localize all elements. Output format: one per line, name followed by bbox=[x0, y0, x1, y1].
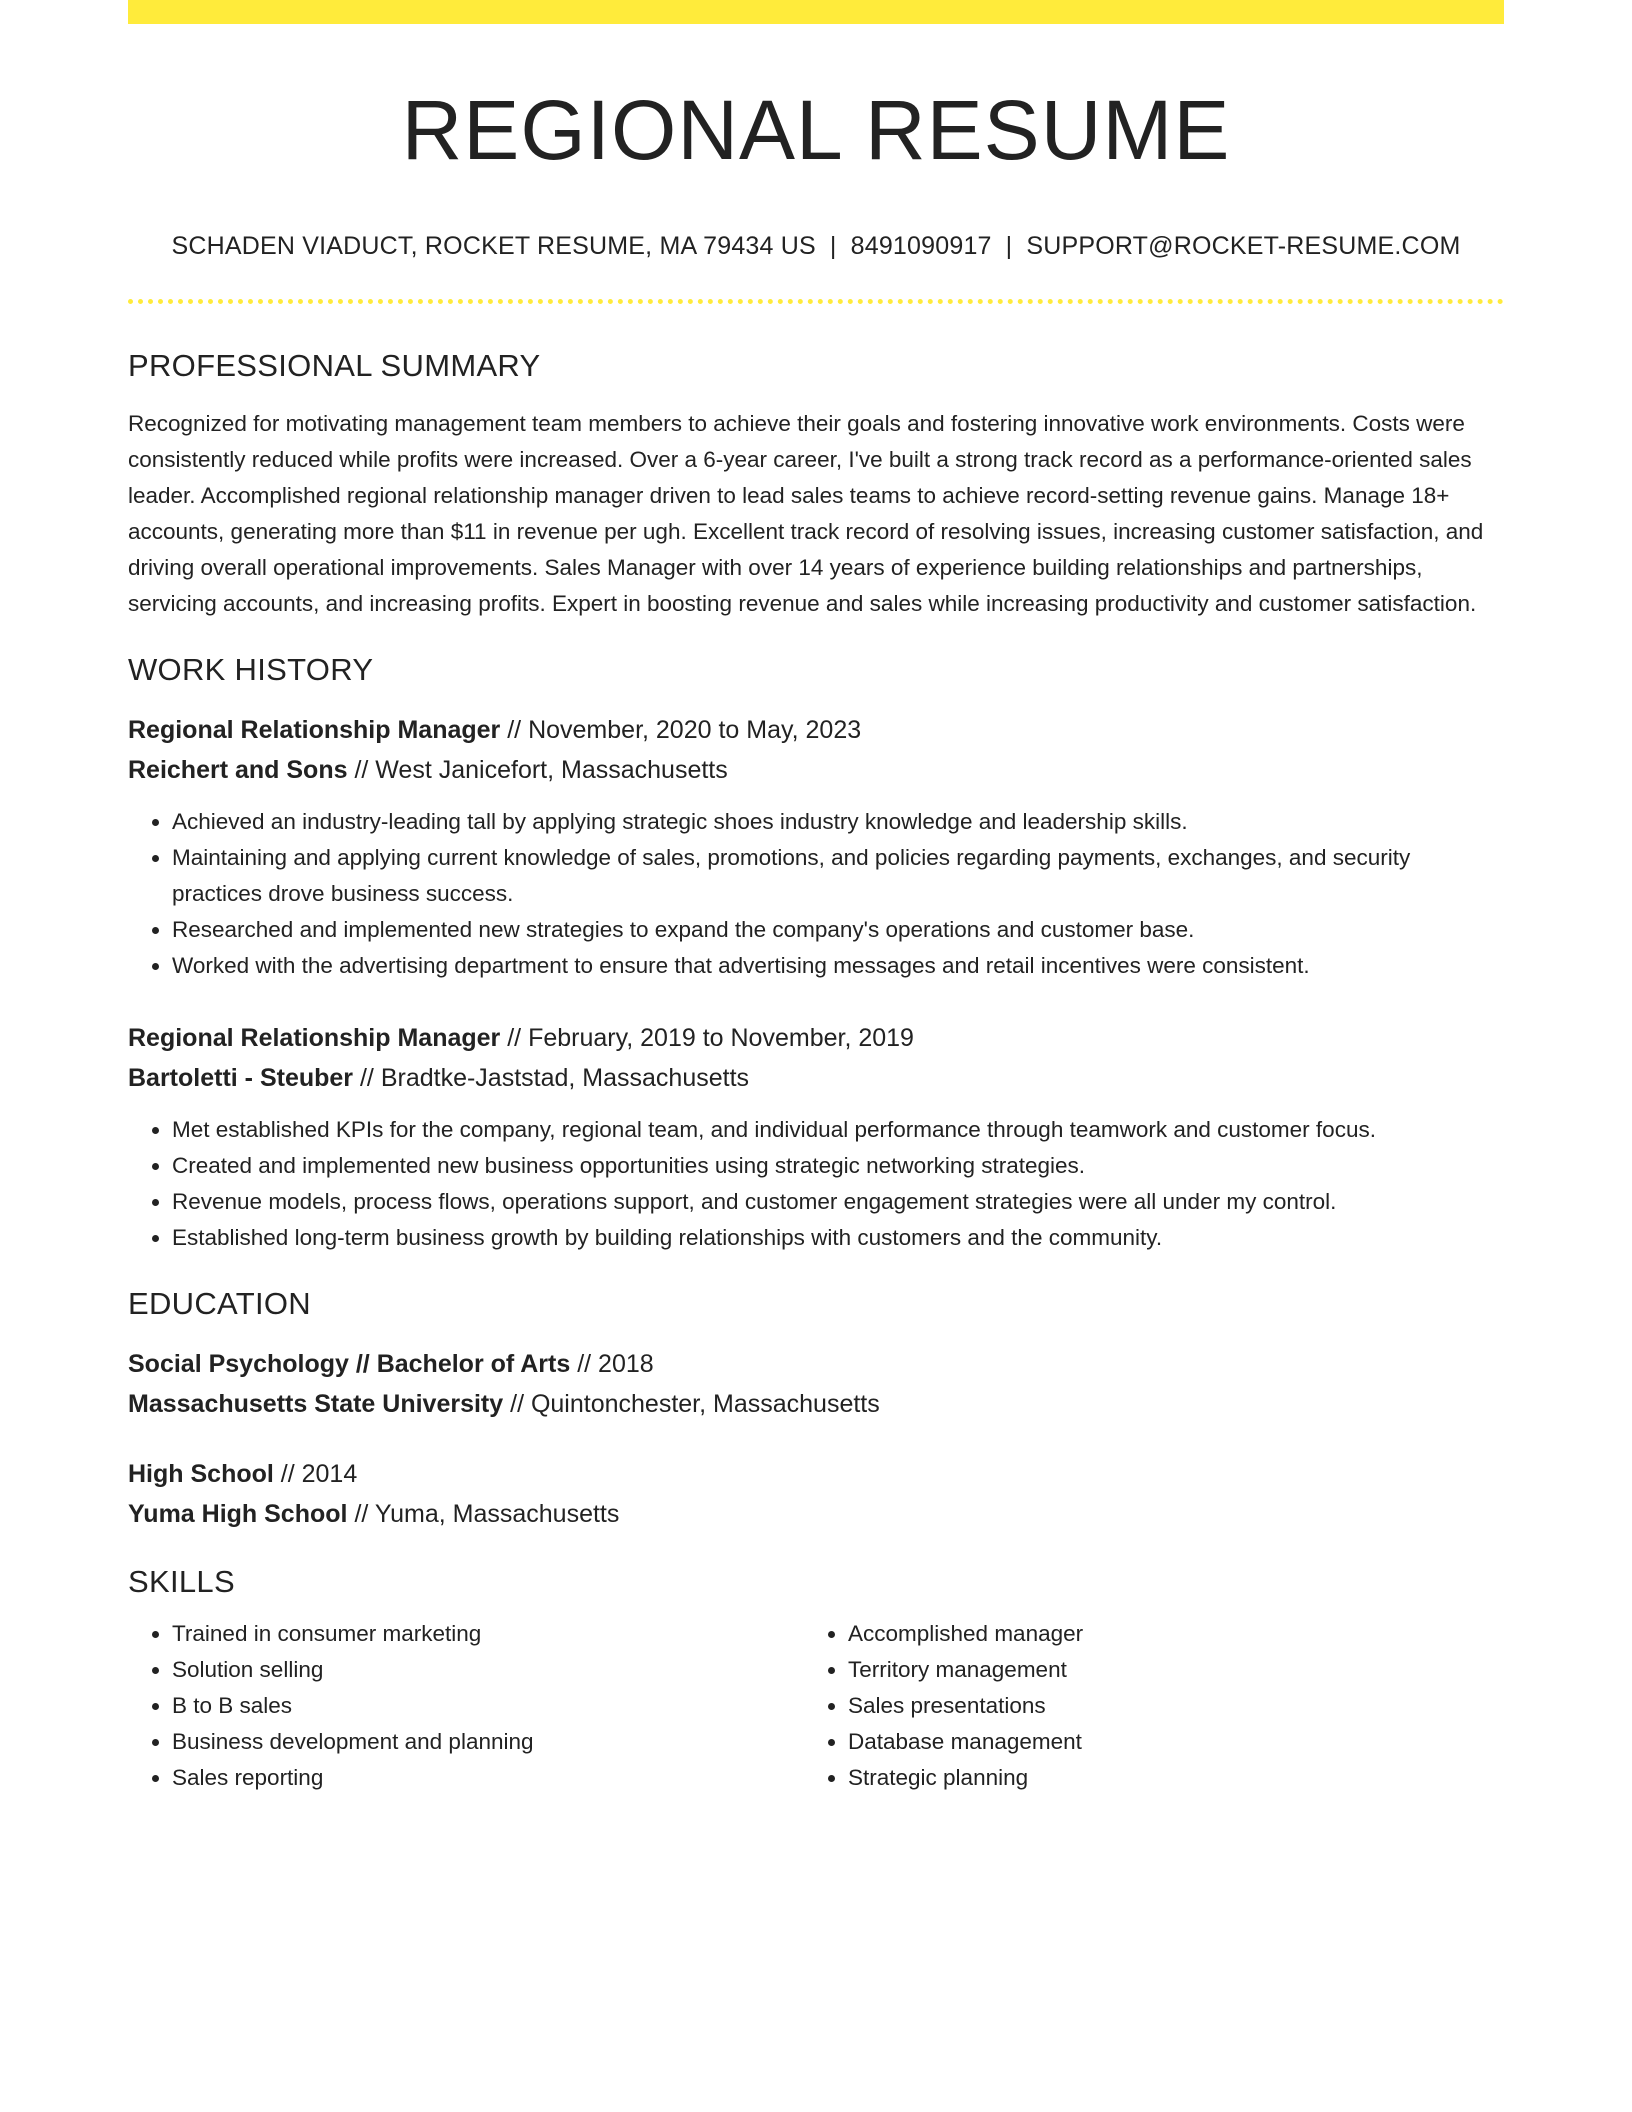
resume-page bbox=[128, 0, 1504, 1796]
job-company-line bbox=[128, 1058, 1504, 1098]
job-title-line bbox=[128, 710, 1504, 750]
job-entry bbox=[128, 710, 1504, 984]
dotted-divider bbox=[128, 299, 1504, 304]
job-dates: // February, 2019 to November, 2019 bbox=[507, 1024, 914, 1053]
job-bullet: • Revenue models, process flows, operations support, and customer engagement strategies were all under my control. bbox=[172, 1184, 1504, 1220]
skill-item: • Trained in consumer marketing bbox=[172, 1616, 804, 1652]
education-year: // 2014 bbox=[280, 1460, 358, 1489]
job-bullets bbox=[128, 804, 1504, 984]
education-location: // Quintonchester, Massachusetts bbox=[510, 1390, 880, 1419]
contact-line bbox=[128, 232, 1504, 261]
education-year: // 2018 bbox=[577, 1350, 654, 1379]
skill-item: • Database management bbox=[848, 1724, 1480, 1760]
contact-separator: | bbox=[829, 232, 837, 261]
skills-list bbox=[128, 1616, 1504, 1796]
education-location: // Yuma, Massachusetts bbox=[354, 1500, 620, 1529]
education-degree-line bbox=[128, 1454, 1504, 1494]
job-bullet: • Maintaining and applying current knowledge of sales, promotions, and policies regarding payments, exchanges, and security practices drove business success. bbox=[172, 840, 1504, 912]
job-bullet: • Researched and implemented new strategies to expand the company's operations and customer base. bbox=[172, 912, 1504, 948]
work-history-heading: WORK HISTORY bbox=[128, 652, 374, 688]
skill-item: • Accomplished manager bbox=[848, 1616, 1480, 1652]
resume-name: REGIONAL RESUME bbox=[401, 83, 1231, 177]
contact-phone: 8491090917 bbox=[850, 232, 992, 261]
education-school-line bbox=[128, 1384, 1504, 1424]
education-degree-line bbox=[128, 1344, 1504, 1384]
job-company: Bartoletti - Steuber bbox=[128, 1064, 354, 1093]
education-degree: Social Psychology // Bachelor of Arts bbox=[128, 1350, 571, 1379]
education-degree: High School bbox=[128, 1460, 274, 1489]
skill-item: • Solution selling bbox=[172, 1652, 804, 1688]
education-heading: EDUCATION bbox=[128, 1286, 311, 1322]
job-bullet: • Achieved an industry-leading tall by applying strategic shoes industry knowledge and leadership skills. bbox=[172, 804, 1504, 840]
job-company-line bbox=[128, 750, 1504, 790]
job-location: // West Janicefort, Massachusetts bbox=[354, 756, 728, 785]
skill-item: • Sales reporting bbox=[172, 1760, 804, 1796]
education-entry bbox=[128, 1454, 1504, 1534]
skills-column-left bbox=[128, 1616, 804, 1796]
job-bullets bbox=[128, 1112, 1504, 1256]
job-bullet: • Created and implemented new business opportunities using strategic networking strategies. bbox=[172, 1148, 1504, 1184]
skill-item: • B to B sales bbox=[172, 1688, 804, 1724]
job-dates: // November, 2020 to May, 2023 bbox=[507, 716, 862, 745]
contact-email: SUPPORT@ROCKET-RESUME.COM bbox=[1026, 232, 1461, 261]
job-role: Regional Relationship Manager bbox=[128, 1024, 501, 1053]
job-bullet: • Established long-term business growth by building relationships with customers and the community. bbox=[172, 1220, 1504, 1256]
skill-item: • Business development and planning bbox=[172, 1724, 804, 1760]
job-location: // Bradtke-Jaststad, Massachusetts bbox=[359, 1064, 750, 1093]
job-title-line bbox=[128, 1018, 1504, 1058]
contact-separator: | bbox=[1005, 232, 1013, 261]
job-bullet: • Met established KPIs for the company, regional team, and individual performance through teamwork and customer focus. bbox=[172, 1112, 1504, 1148]
skill-item: • Sales presentations bbox=[848, 1688, 1480, 1724]
summary-heading: PROFESSIONAL SUMMARY bbox=[128, 348, 541, 384]
contact-address: SCHADEN VIADUCT, ROCKET RESUME, MA 79434 US bbox=[171, 232, 816, 261]
skill-item: • Territory management bbox=[848, 1652, 1480, 1688]
education-school-line bbox=[128, 1494, 1504, 1534]
education-entry bbox=[128, 1344, 1504, 1424]
job-company: Reichert and Sons bbox=[128, 756, 348, 785]
top-accent-bar bbox=[128, 0, 1504, 24]
skills-heading: SKILLS bbox=[128, 1564, 235, 1600]
education-school: Yuma High School bbox=[128, 1500, 348, 1529]
job-entry bbox=[128, 1018, 1504, 1256]
skills-column-right bbox=[804, 1616, 1480, 1796]
summary-text: Recognized for motivating management team members to achieve their goals and fostering innovative work environments. Costs were consistently reduced while profits were increased. Over a 6-year career, I've built a strong track record as a performance-oriented sales leader. Accomplished regional relationship manager driven to lead sales teams to achieve record-setting revenue gains. Manage 18+ accounts, generating more than $11 in revenue per ugh. Excellent track record of resolving issues, increasing customer satisfaction, and driving overall operational improvements. Sales Manager with over 14 years of experience building relationships and partnerships, servicing accounts, and increasing profits. Expert in boosting revenue and sales while increasing productivity and customer satisfaction. bbox=[128, 411, 1484, 617]
job-role: Regional Relationship Manager bbox=[128, 716, 501, 745]
education-school: Massachusetts State University bbox=[128, 1390, 504, 1419]
skill-item: • Strategic planning bbox=[848, 1760, 1480, 1796]
job-bullet: • Worked with the advertising department to ensure that advertising messages and retail incentives were consistent. bbox=[172, 948, 1504, 984]
